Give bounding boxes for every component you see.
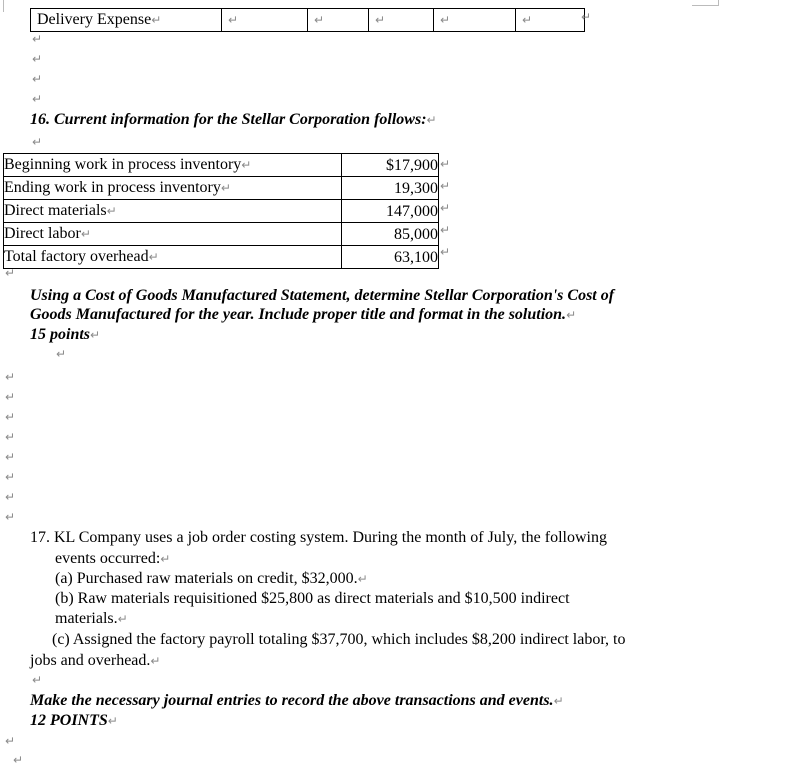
- question-17-text: jobs and overhead.: [30, 652, 151, 669]
- table-row: [4, 200, 439, 223]
- question-17-line-1: [30, 529, 607, 547]
- paragraph-mark-icon: ↵: [32, 135, 43, 149]
- row-value: 147,000: [386, 202, 438, 220]
- question-16-heading-text: 16. Current information for the Stellar Corporation follows:: [30, 111, 427, 128]
- expense-label: Delivery Expense: [37, 11, 152, 28]
- paragraph-mark-icon: ↵: [106, 204, 117, 218]
- row-value: 85,000: [394, 225, 438, 243]
- table-cell: [222, 9, 308, 32]
- row-label: Ending work in process inventory: [4, 179, 221, 196]
- table-row: [4, 177, 439, 200]
- paragraph-mark-icon: ↵: [5, 390, 16, 404]
- row-value: 63,100: [394, 248, 438, 266]
- table-cell: [516, 9, 585, 32]
- question-17-text: 17. KL Company uses a job order costing system. During the month of July, the following: [30, 529, 607, 546]
- paragraph-mark-icon: ↵: [440, 245, 451, 259]
- question-17-text: materials.: [55, 610, 118, 627]
- paragraph-mark-icon: ↵: [5, 410, 16, 424]
- page-corner-marker-left: [0, 0, 4, 12]
- paragraph-mark-icon: ↵: [553, 694, 564, 708]
- paragraph-mark-icon: ↵: [80, 227, 91, 241]
- question-17-line-2: [55, 550, 170, 568]
- paragraph-mark-icon: ↵: [426, 113, 437, 127]
- question-17-item-c-2: [30, 652, 160, 670]
- table-cell-value: [342, 200, 439, 223]
- paragraph-mark-icon: ↵: [440, 201, 451, 215]
- table-cell-label: [4, 246, 342, 269]
- paragraph-mark-icon: ↵: [228, 13, 239, 27]
- question-16-points: [30, 326, 100, 344]
- paragraph-mark-icon: ↵: [314, 13, 325, 27]
- paragraph-mark-icon: ↵: [5, 734, 16, 748]
- row-label: Direct materials: [4, 202, 107, 219]
- question-17-text: (b) Raw materials requisitioned $25,800 as direct materials and $10,500 indirect: [55, 590, 570, 607]
- question-16-heading: [30, 111, 437, 129]
- points-label: 15 points: [30, 326, 91, 343]
- paragraph-mark-icon: ↵: [5, 490, 16, 504]
- paragraph-mark-icon: ↵: [32, 92, 43, 106]
- row-label: Direct labor: [4, 225, 81, 242]
- paragraph-mark-icon: ↵: [5, 266, 16, 280]
- instruction-line: Using a Cost of Goods Manufactured Statement, determine Stellar Corporation's Cost of: [30, 287, 615, 304]
- question-17-points: [30, 712, 118, 730]
- paragraph-mark-icon: ↵: [32, 72, 43, 86]
- table-cell-label: [4, 200, 342, 223]
- paragraph-mark-icon: ↵: [241, 158, 252, 172]
- paragraph-mark-icon: ↵: [5, 370, 16, 384]
- row-value: 19,300: [394, 179, 438, 197]
- table-cell-label: [4, 154, 342, 177]
- stellar-data-table: [3, 153, 439, 269]
- paragraph-mark-icon: ↵: [32, 32, 43, 46]
- paragraph-mark-icon: ↵: [522, 13, 533, 27]
- question-16-instruction-2: [30, 306, 576, 324]
- paragraph-mark-icon: ↵: [5, 430, 16, 444]
- paragraph-mark-icon: ↵: [151, 13, 162, 27]
- paragraph-mark-icon: ↵: [440, 223, 451, 237]
- paragraph-mark-icon: ↵: [581, 10, 592, 24]
- paragraph-mark-icon: ↵: [148, 250, 159, 264]
- paragraph-mark-icon: ↵: [357, 572, 368, 586]
- table-cell-label: [4, 177, 342, 200]
- table-row: [4, 154, 439, 177]
- question-17-item-c: [52, 631, 625, 649]
- question-17-item-a: [55, 570, 368, 588]
- instruction-line: Goods Manufactured for the year. Include proper title and format in the solution.: [30, 306, 567, 323]
- points-label: 12 POINTS: [30, 712, 108, 729]
- question-17-text: events occurred:: [55, 550, 161, 567]
- row-label: Total factory overhead: [4, 248, 149, 265]
- row-label: Beginning work in process inventory: [4, 156, 242, 173]
- paragraph-mark-icon: ↵: [5, 470, 16, 484]
- paragraph-mark-icon: ↵: [440, 179, 451, 193]
- page-corner-marker: [692, 0, 719, 6]
- table-cell-label: [4, 223, 342, 246]
- paragraph-mark-icon: ↵: [32, 52, 43, 66]
- table-row: [31, 9, 585, 32]
- table-cell-value: [342, 154, 439, 177]
- paragraph-mark-icon: ↵: [117, 612, 128, 626]
- table-cell-value: [342, 177, 439, 200]
- table-cell-value: [342, 223, 439, 246]
- paragraph-mark-icon: ↵: [440, 13, 451, 27]
- paragraph-mark-icon: ↵: [566, 308, 577, 322]
- table-row: [4, 246, 439, 269]
- question-17-instruction: [30, 692, 564, 710]
- question-17-item-b: [55, 590, 570, 608]
- row-value: $17,900: [386, 156, 438, 174]
- paragraph-mark-icon: ↵: [375, 13, 386, 27]
- question-17-item-b-2: [55, 610, 128, 628]
- question-17-text: (c) Assigned the factory payroll totaling $37,700, which includes $8,200 indirect labor, to: [52, 631, 626, 648]
- paragraph-mark-icon: ↵: [56, 347, 67, 361]
- table-row: [4, 223, 439, 246]
- paragraph-mark-icon: ↵: [160, 552, 171, 566]
- question-17-text: (a) Purchased raw materials on credit, $32,000.: [55, 570, 358, 587]
- table-cell: [434, 9, 516, 32]
- expense-table: [30, 8, 585, 32]
- paragraph-mark-icon: ↵: [5, 510, 16, 524]
- instruction-line: Make the necessary journal entries to record the above transactions and events.: [30, 692, 554, 709]
- table-cell: [308, 9, 369, 32]
- paragraph-mark-icon: ↵: [440, 157, 451, 171]
- paragraph-mark-icon: ↵: [32, 673, 43, 687]
- paragraph-mark-icon: ↵: [220, 181, 231, 195]
- table-cell-value: [342, 246, 439, 269]
- paragraph-mark-icon: ↵: [5, 450, 16, 464]
- expense-label-cell: [31, 9, 222, 32]
- paragraph-mark-icon: ↵: [107, 714, 118, 728]
- paragraph-mark-icon: ↵: [13, 753, 24, 767]
- paragraph-mark-icon: ↵: [150, 654, 161, 668]
- question-16-instruction: [30, 287, 614, 305]
- table-cell: [369, 9, 434, 32]
- paragraph-mark-icon: ↵: [90, 328, 101, 342]
